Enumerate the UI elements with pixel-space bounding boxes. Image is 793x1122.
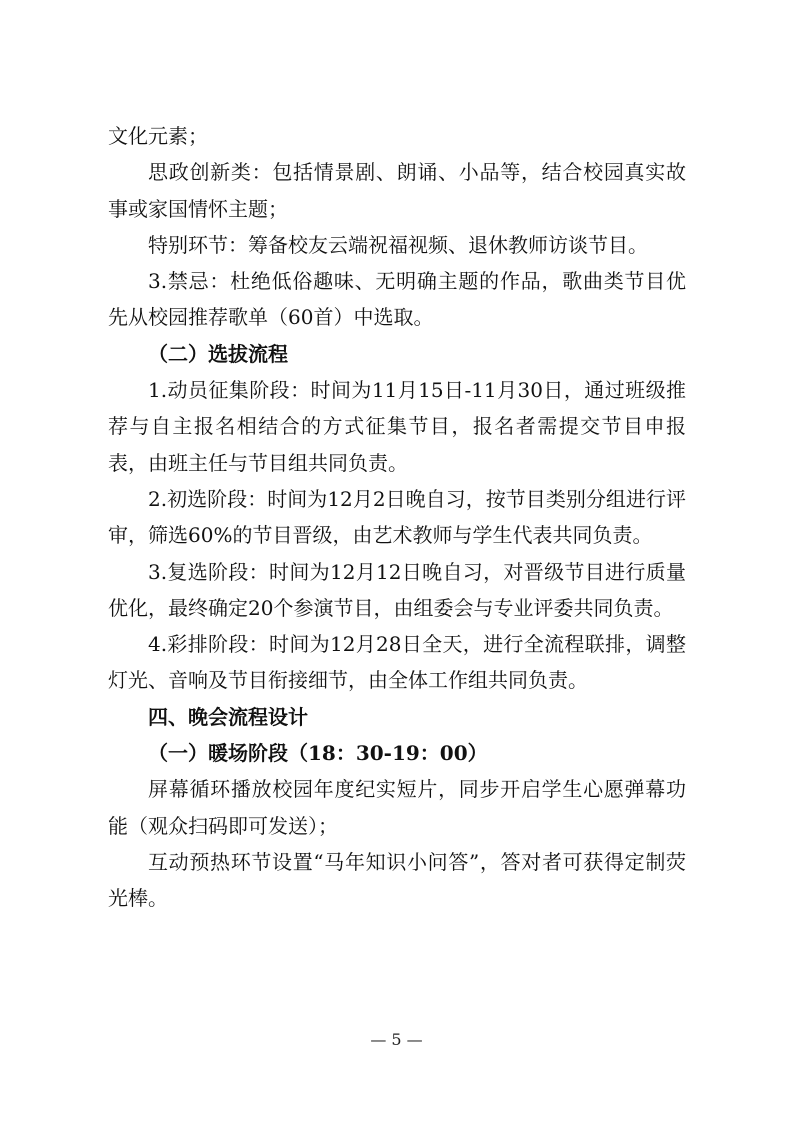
subsection-heading: （一）暖场阶段（18：30-19：00） [148,741,488,766]
paragraph: 屏幕循环播放校园年度纪实短片，同步开启学生心愿弹幕功能（观众扫码即可发送）； [108,777,686,838]
paragraph: 特别环节：筹备校友云端祝福视频、退休教师访谈节目。 [148,232,648,257]
page-number: — 5 — [370,1030,423,1049]
paragraph: 2.初选阶段：时间为12月2日晚自习，按节目类别分组进行评审，筛选60%的节目晋级，由艺术教师与学生代表共同负责。 [108,486,686,548]
paragraph: 3.复选阶段：时间为12月12日晚自习，对晋级节目进行质量优化，最终确定20个参演节目，由组委会与专业评委共同负责。 [108,559,686,620]
paragraph: 3.禁忌：杜绝低俗趣味、无明确主题的作品，歌曲类节目优先从校园推荐歌单（60首）中选取。 [108,269,686,330]
subsection-heading: （二）选拔流程 [148,341,288,366]
paragraph: 1.动员征集阶段：时间为11月15日-11月30日，通过班级推荐与自主报名相结合的方式征集节目，报名者需提交节目申报表，由班主任与节目组共同负责。 [108,378,686,475]
section-heading: 四、晚会流程设计 [148,704,308,729]
paragraph: 文化元素； [108,124,208,148]
document-body [108,118,686,917]
paragraph: 思政创新类：包括情景剧、朗诵、小品等，结合校园真实故事或家国情怀主题； [108,160,686,221]
paragraph: 4.彩排阶段：时间为12月28日全天，进行全流程联排，调整灯光、音响及节目衔接细节，由全体工作组共同负责。 [108,632,686,693]
paragraph: 互动预热环节设置“马年知识小问答”，答对者可获得定制荧光棒。 [108,849,686,911]
